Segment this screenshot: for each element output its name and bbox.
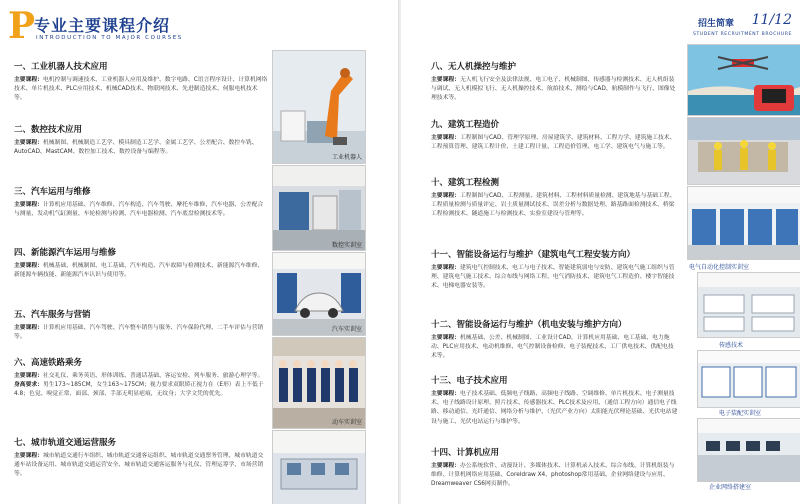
train-photo-graphic: [273, 338, 365, 428]
photo-construction-site: [687, 117, 800, 185]
section-title: 二、数控技术应用: [14, 125, 83, 135]
section-body: 主要课程：计算机应用基础、汽车维修、汽车构造、汽车驾驶、摩托车维修、汽车电器、公差配合与测量、发动机气缸测量、车轮检测与检测、汽车电器检测、汽车底盘检测技术等。: [14, 202, 264, 218]
network-lab-photo-graphic: [698, 419, 800, 481]
photo-industrial-robot: [272, 50, 366, 164]
header-logo-letter: P: [8, 5, 36, 47]
drone-photo-graphic: [688, 45, 800, 115]
auto-photo-graphic: [273, 253, 365, 335]
section-construction-inspection: [431, 176, 679, 220]
section-title: 五、汽车服务与营销: [14, 310, 91, 320]
section-body: 主要课程：计算机应用基础、汽车驾驶、汽车整车销售与服务、汽车保险代理、二手车评估与营销等。: [14, 325, 264, 341]
section-title: 六、高速铁路乘务: [14, 358, 83, 368]
section-title: 十三、电子技术应用: [431, 376, 508, 386]
section-title: 十一、智能设备运行与维护（建筑电气工程安装方向）: [431, 250, 636, 260]
section-body: 主要课程：办公系统软件、动漫设计、多媒体技术、计算机录入技术、综合布线、计算机组装与维修、计算机网络应用基础、Coreldraw X4、photoshop常用基础、企业网络建设与应用、Dreamweaver CS6网页制作。: [431, 463, 675, 488]
page-subtitle: INTRODUCTION TO MAJOR COURSES: [36, 35, 183, 41]
section-smart-device-electrical: [431, 248, 679, 292]
section-title: 十四、计算机应用: [431, 448, 500, 458]
robot-photo-graphic: [273, 51, 365, 163]
caption-industrial-robot: 工业机器人: [331, 154, 362, 161]
section-urban-rail: [14, 436, 268, 480]
section-computer-application: [431, 446, 679, 490]
section-title: 一、工业机器人技术应用: [14, 62, 108, 72]
photo-drone: [687, 44, 800, 116]
electrical-lab-photo-graphic: [688, 187, 800, 259]
caption-cnc-lab: 数控实训室: [331, 242, 362, 249]
section-body: 主要课程：电子技术基础、低频电子线路、高频电子线路、空调维修、单片机技术、电子测量技术、电子线路设计原理、照片技术、传感器技术、PLC技术及应用、（通信工程方向）通信电子线路、移动通信、光纤通信、网络分析与维护、（光伏产业方向）太阳能光伏理论基础、光伏电站建设与施工、光伏电站运行与维护等。: [431, 391, 678, 425]
section-body: 主要课程：无人机飞行安全及法律法规、电工电子、机械制图、传感器与检测技术、无人机组装与调试、无人机模拟飞行、无人机操控技术、航拍技术、测绘与CAD、航模制作与飞行、图像处理技术等。: [431, 77, 676, 102]
section-smart-device-mechatronic: [431, 318, 679, 362]
page-number: 11/12: [751, 12, 792, 28]
caption-train-lab: 动车实训室: [331, 419, 362, 426]
section-construction-cost: [431, 118, 679, 152]
page-title: 专业主要课程介绍: [34, 16, 171, 35]
photo-cnc-lab: [272, 165, 366, 251]
section-body: 主要课程：工程制图与CAD、管理学原理、房屋建筑学、建筑材料、工程力学、建筑施工技术、工程预算管理、建筑工程计价、土建工程计量、工程造价管理、电工学、建筑电气与施工等。: [431, 135, 676, 151]
left-page: [0, 0, 399, 504]
section-title: 九、建筑工程造价: [431, 120, 500, 130]
section-cnc: [14, 123, 268, 157]
section-body: 主要课程：机械基础、公差、机械制图、工业设计CAD，计算机应用基础、电工基础、电力拖动、PLC应用技术、电动机维修、电气控制设备检修、电子装配技术、工厂供电技术、供配电技术等。: [431, 335, 674, 360]
photo-electrical-lab: [687, 186, 800, 260]
section-new-energy-auto: [14, 246, 268, 280]
section-auto-marketing: [14, 308, 268, 342]
construction-photo-graphic: [688, 118, 800, 184]
photo-train-lab: [272, 337, 366, 429]
page-header: [8, 5, 338, 47]
sensor-lab-photo-graphic: [698, 273, 800, 337]
section-title: 十、建筑工程检测: [431, 178, 500, 188]
section-high-speed-rail: [14, 356, 268, 400]
section-body: 主要课程：城市轨道交通行车组织、城市轨道交通客运组织、城市轨道交通票务管理、城市轨道交通车站设备运用、城市轨道交通运营安全、城市轨道交通客运服务与礼仪、管理运筹学、市场营销等。: [14, 453, 264, 478]
section-body: 主要课程：建筑电气控制技术、电工与电子技术、智能建筑弱电与安防、建筑电气施工组织与管理、建筑电气施工技术、综合布线与网络工程、电气消防技术、建筑电气工程造价、楼宇智能技术、电梯电器安装等。: [431, 265, 675, 290]
right-page: [401, 0, 800, 504]
section-title: 三、汽车运用与维修: [14, 187, 91, 197]
section-body: 主要课程：社交礼仪、乘务英语、形体训练、普通话基础、客运安检、列车服务、旅游心理学等。 身高要求：男生173~185CM，女生163~175CM；视力要求双眼矫正视力在（E形）表上不低于4.8；色觉、嗅觉正常，面部、颈部、手部无明显疤痕，无纹身；大学文凭的优先。: [14, 373, 264, 398]
page-header: [602, 10, 792, 40]
caption-electronics-lab: 电子装配实训室: [719, 410, 762, 417]
section-title: 八、无人机操控与维护: [431, 62, 517, 72]
section-body: 主要课程：机械制图、机械制造工艺学、模具制造工艺学、金属工艺学、公差配合、数控车铣、AutoCAD、MastCAM、数控加工技术、数控设备与编程等。: [14, 140, 258, 156]
caption-electrical-lab: 电气自动化控制实训室: [689, 264, 750, 271]
section-drone: [431, 60, 679, 104]
urban-rail-photo-graphic: [273, 431, 365, 504]
caption-network-lab: 企业网络搭建室: [709, 484, 752, 491]
cnc-photo-graphic: [273, 166, 365, 250]
brochure-subtitle: STUDENT RECRUITMENT BROCHURE: [693, 32, 792, 37]
photo-urban-rail: [272, 430, 366, 504]
section-title: 七、城市轨道交通运营服务: [14, 438, 117, 448]
section-body: 主要课程：工程制图与CAD、工程测量、建筑材料、工程材料质量检测、建筑地基与基础工程、工程质量检测与质量评定、岩土质量测试技术、误差分析与数据处理、路基路面检测技术、桥梁工程检测技术、隧道施工与检测技术、实验室建设与管理等。: [431, 193, 676, 218]
section-title: 四、新能源汽车运用与维修: [14, 248, 117, 258]
section-body: 主要课程：机械基础、机械制图、电工基础、汽车构造、汽车故障与检测技术、新能源汽车维修、新能源车辆技能、新能源汽车认识与使用等。: [14, 263, 264, 279]
photo-electronics-lab: [697, 350, 800, 408]
section-title: 十二、智能设备运行与维护（机电安装与维护方向）: [431, 320, 627, 330]
caption-sensor-lab: 传感技术: [719, 342, 744, 349]
electronics-lab-photo-graphic: [698, 351, 800, 407]
section-auto-repair: [14, 185, 268, 219]
photo-network-lab: [697, 418, 800, 482]
section-body: 主要课程：电机控制与调速技术、工业机器人应用及维护、数字电路、C语言程序设计、计算机网络技术、单片机技术、PLC应用技术、机械CAD技术、物联网技术、先进制造技术、伺服电机技术等。: [14, 77, 268, 102]
photo-sensor-lab: [697, 272, 800, 338]
brochure-label: 招生简章: [697, 19, 734, 29]
caption-auto-lab: 汽车实训室: [331, 326, 362, 333]
section-electronics: [431, 374, 679, 427]
section-industrial-robot: [14, 60, 268, 104]
